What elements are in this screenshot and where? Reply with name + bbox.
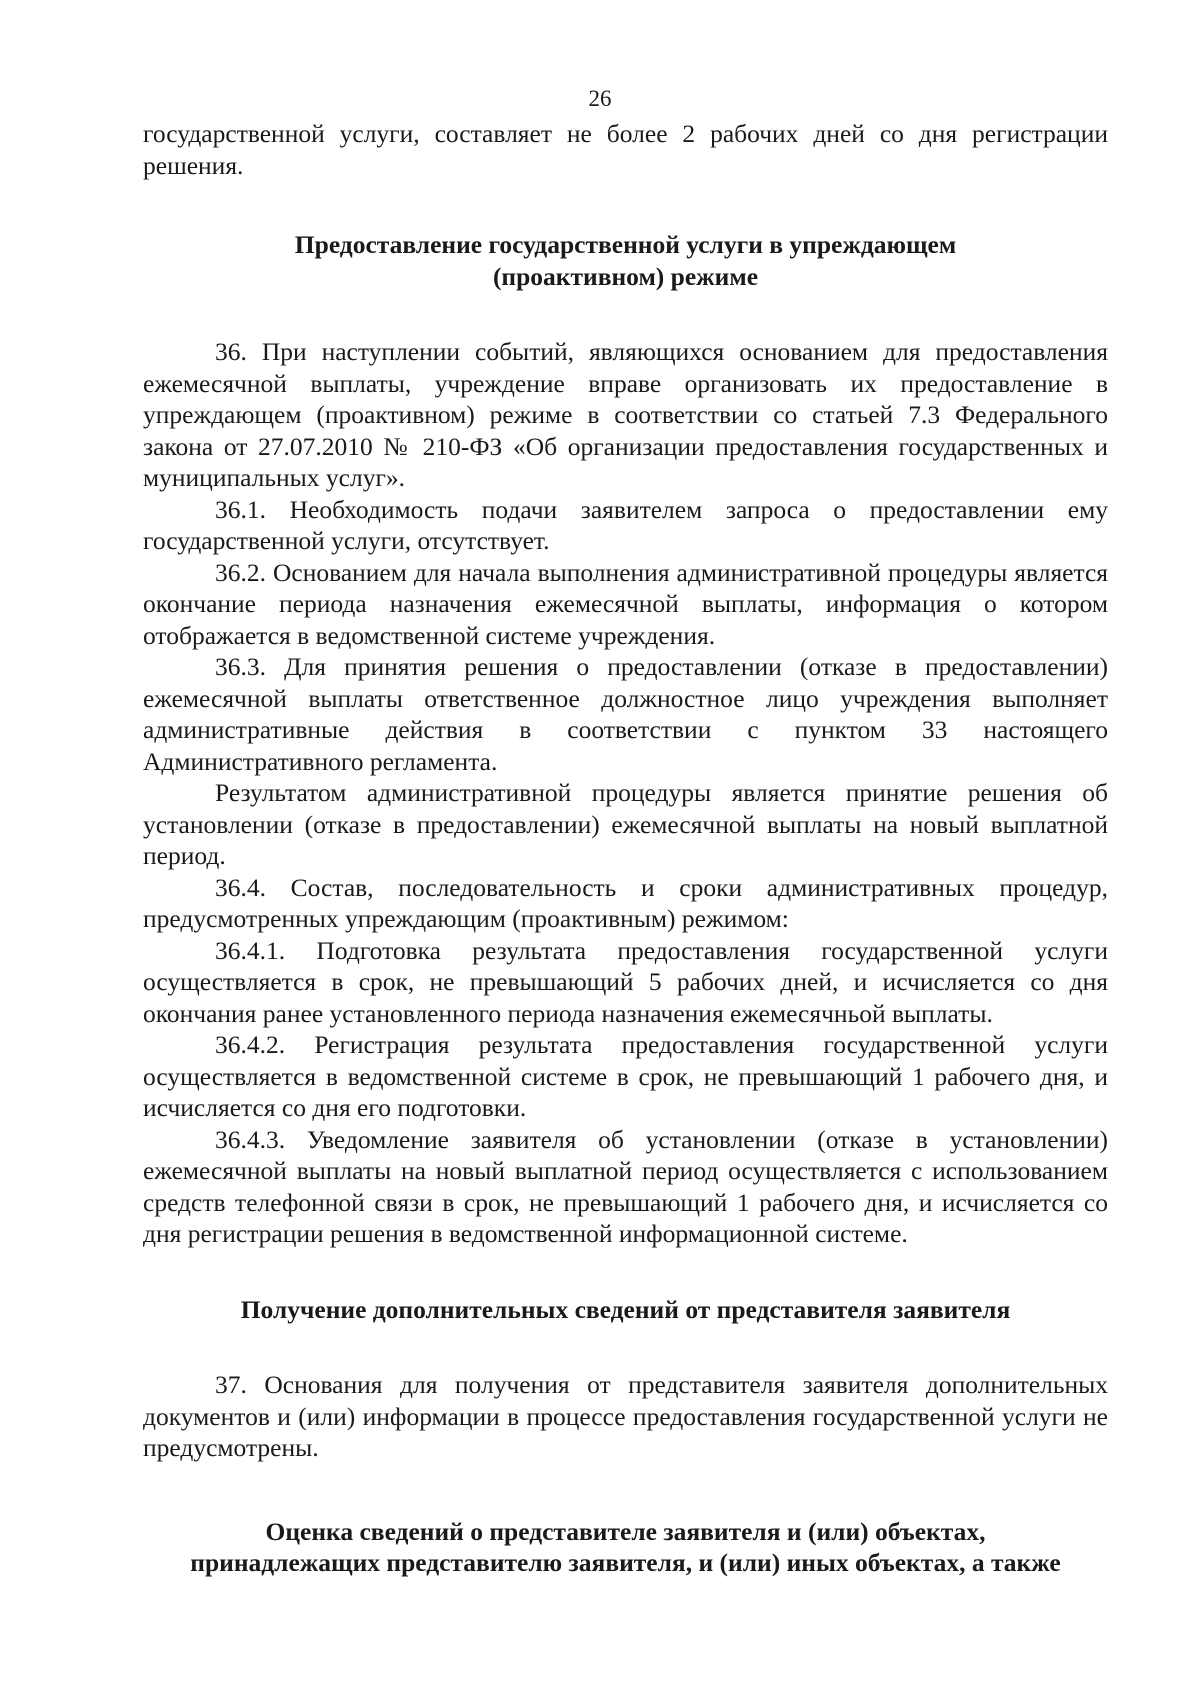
continuation-paragraph: государственной услуги, составляет не более 2 рабочих дней со дня регистрации решения. [143,119,1108,180]
paragraph-36-4-1: 36.4.1. Подготовка результата предоставления государственной услуги осуществляется в срок, не превышающий 5 рабочих дней, и исчисляется со дня окончания ранее установленного периода назначения ежемесячньой выплаты. [143,935,1108,1028]
section-heading-assessment [143,1516,1108,1579]
heading-line: (проактивном) режиме [492,261,759,291]
paragraph-36: 36. При наступлении событий, являющихся основанием для предоставления ежемесячной выплаты, учреждение вправе организовать их предоставление в упреждающем (проактивном) режиме в соответствии со статьей 7.3 Федерального закона от 27.07.2010 № 210-ФЗ «Об организации предоставления государственных и муниципальных услуг». [143,337,1108,492]
heading-line: принадлежащих представителю заявителя, и (или) иных объектах, а также [190,1548,1061,1577]
section-heading-additional: Получение дополнительных сведений от представителя заявителя [240,1294,1011,1324]
paragraph-36-4-2: 36.4.2. Регистрация результата предоставления государственной услуги осуществляется в ведомственной системе в срок, не превышающий 1 рабочего дня, и исчисляется со дня его подготовки. [143,1030,1108,1122]
paragraph-36-4-3: 36.4.3. Уведомление заявителя об установлении (отказе в установлении) ежемесячной выплаты на новый выплатной период осуществляется с использованием средств телефонной связи в срок, не превышающий 1 рабочего дня, и исчисляется со дня регистрации решения в ведомственной информационной системе. [143,1124,1108,1248]
paragraph-36-2: 36.2. Основанием для начала выполнения административной процедуры является окончание периода назначения ежемесячной выплаты, информация о котором отображается в ведомственной системе учреждения. [143,557,1108,650]
paragraph-37: 37. Основания для получения от представителя заявителя дополнительных документов и (или) информации в процессе предоставления государственной услуги не предусмотрены. [143,1370,1108,1462]
paragraph-36-1: 36.1. Необходимость подачи заявителем запроса о предоставлении ему государственной услуги, отсутствует. [143,494,1108,555]
paragraph-result: Результатом административной процедуры является принятие решения об установлении (отказе в предоставлении) ежемесячной выплаты на новый выплатной период. [143,778,1108,870]
heading-line: Предоставление государственной услуги в упреждающем [294,230,957,259]
section-heading-proactive [143,229,1108,292]
page-content [143,118,1108,1579]
paragraph-36-3: 36.3. Для принятия решения о предоставлении (отказе в предоставлении) ежемесячной выплаты ответственное должностное лицо учреждения выполняет административные действия в соответствии с пунктом 33 настоящего Административного регламента. [143,652,1108,776]
heading-line: Оценка сведений о представителе заявителя и (или) объектах, [265,1516,986,1546]
page-number: 26 [588,86,612,111]
paragraph-36-4: 36.4. Состав, последовательность и сроки административных процедур, предусмотренных упреждающим (проактивным) режимом: [143,872,1108,933]
